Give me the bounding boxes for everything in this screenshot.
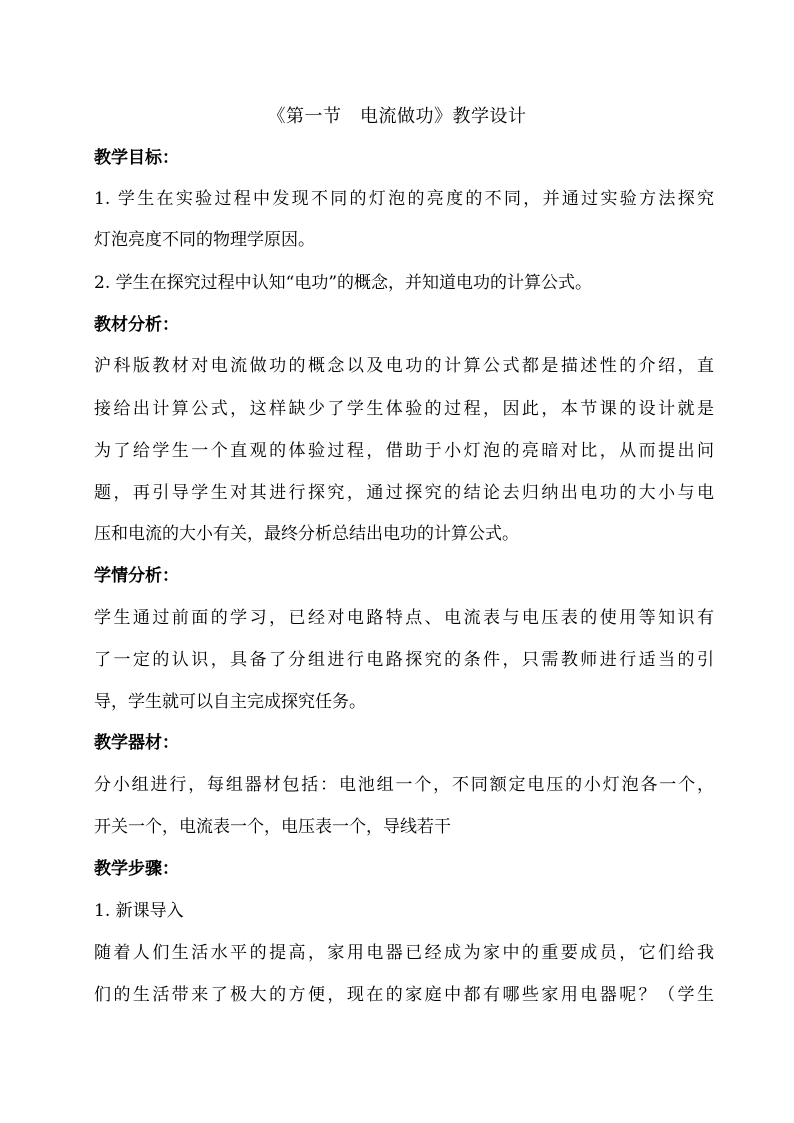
equipment-line: 分小组进行，每组器材包括：电池组一个，不同额定电压的小灯泡各一个， — [94, 775, 714, 795]
objective-item-1-line-2: 灯泡亮度不同的物理学原因。 — [94, 230, 315, 250]
students-line: 导，学生就可以自主完成探究任务。 — [94, 692, 366, 712]
students-line: 学生通过前面的学习，已经对电路特点、电流表与电压表的使用等知识有 — [94, 608, 714, 628]
steps-heading: 教学步骤： — [94, 859, 179, 879]
equipment-heading: 教学器材： — [94, 733, 179, 753]
steps-line: 随着人们生活水平的提高，家用电器已经成为家中的重要成员，它们给我 — [94, 943, 714, 963]
textbook-line: 沪科版教材对电流做功的概念以及电功的计算公式都是描述性的介绍，直 — [94, 356, 714, 376]
step-1-heading: 1. 新课导入 — [94, 901, 184, 921]
textbook-line: 接给出计算公式，这样缺少了学生体验的过程，因此，本节课的设计就是 — [94, 399, 714, 419]
document-title: 《第一节 电流做功》教学设计 — [267, 106, 527, 127]
students-line: 了一定的认识，具备了分组进行电路探究的条件，只需教师进行适当的引 — [94, 650, 714, 670]
textbook-heading: 教材分析： — [94, 315, 179, 335]
textbook-line: 压和电流的大小有关，最终分析总结出电功的计算公式。 — [94, 524, 519, 544]
textbook-line: 题，再引导学生对其进行探究，通过探究的结论去归纳出电功的大小与电 — [94, 483, 714, 503]
students-heading: 学情分析： — [94, 566, 179, 586]
steps-line: 们的生活带来了极大的方便，现在的家庭中都有哪些家用电器呢？（学生 — [94, 985, 714, 1005]
textbook-line: 为了给学生一个直观的体验过程，借助于小灯泡的亮暗对比，从而提出问 — [94, 441, 714, 461]
objective-item-2: 2. 学生在探究过程中认知“电功”的概念，并知道电功的计算公式。 — [94, 273, 593, 293]
objective-item-1-line-1: 1. 学生在实验过程中发现不同的灯泡的亮度的不同，并通过实验方法探究 — [94, 189, 714, 209]
objectives-heading: 教学目标： — [94, 148, 179, 168]
equipment-line: 开关一个，电流表一个，电压表一个，导线若干 — [94, 817, 451, 837]
